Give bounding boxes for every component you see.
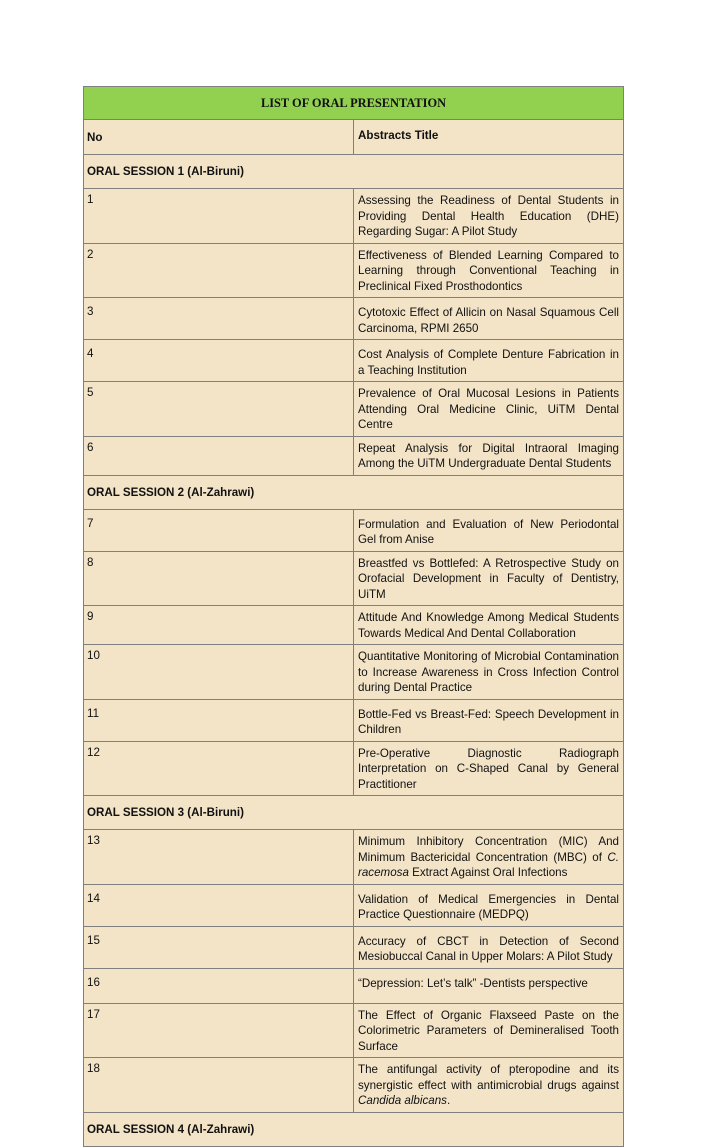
- title-text: Formulation and Evaluation of New Periodontal Gel from Anise: [358, 517, 619, 546]
- table-row: [84, 340, 624, 382]
- row-number: 5: [84, 382, 354, 437]
- table-row: [84, 1003, 624, 1058]
- title-text: The antifungal activity of pteropodine and its synergistic effect with antimicrobial drugs against: [358, 1063, 619, 1092]
- row-number: 16: [84, 968, 354, 1003]
- title-text: “Depression: Let’s talk” -Dentists perspective: [358, 976, 588, 990]
- abstract-title: [354, 926, 624, 968]
- table-row: [84, 968, 624, 1003]
- row-number: 14: [84, 884, 354, 926]
- table-row: [84, 606, 624, 645]
- table-row: [84, 298, 624, 340]
- oral-presentation-table: [83, 86, 624, 1147]
- row-number: 13: [84, 830, 354, 885]
- table-row: [84, 699, 624, 741]
- table-row: [84, 243, 624, 298]
- abstract-title: [354, 645, 624, 700]
- row-number: 17: [84, 1003, 354, 1058]
- row-number: 3: [84, 298, 354, 340]
- row-number: 8: [84, 551, 354, 606]
- abstract-title: [354, 1003, 624, 1058]
- row-number: 12: [84, 741, 354, 796]
- title-text: Pre-Operative Diagnostic Radiograph Interpretation on C-Shaped Canal by General Practitioner: [358, 746, 619, 791]
- title-text: Assessing the Readiness of Dental Students in Providing Dental Health Education (DHE) Regarding Sugar: A Pilot Study: [358, 194, 619, 238]
- session-heading: ORAL SESSION 1 (Al-Biruni): [84, 155, 624, 189]
- table-row: [84, 830, 624, 885]
- title-italic: C. racemosa: [358, 850, 619, 879]
- abstract-title: [354, 382, 624, 437]
- title-text: Quantitative Monitoring of Microbial Contamination to Increase Awareness in Cross Infection Control during Dental Practice: [358, 650, 619, 694]
- table-row: [84, 884, 624, 926]
- abstract-title: [354, 741, 624, 796]
- title-text: Minimum Inhibitory Concentration (MIC) And Minimum Bactericidal Concentration (MBC) of: [358, 835, 619, 864]
- abstract-title: [354, 968, 624, 1003]
- title-text: Cost Analysis of Complete Denture Fabrication in a Teaching Institution: [358, 348, 619, 377]
- row-number: 2: [84, 243, 354, 298]
- title-text-end: Extract Against Oral Infections: [408, 866, 568, 879]
- title-text: Bottle-Fed vs Breast-Fed: Speech Development in Children: [358, 707, 619, 736]
- row-number: 7: [84, 509, 354, 551]
- abstract-title: [354, 436, 624, 475]
- title-italic: Candida albicans: [358, 1094, 447, 1107]
- abstract-title: [354, 699, 624, 741]
- title-text: Prevalence of Oral Mucosal Lesions in Patients Attending Oral Medicine Clinic, UiTM Dental Centre: [358, 387, 619, 431]
- table-row: [84, 645, 624, 700]
- table-row: [84, 1058, 624, 1113]
- abstract-title: [354, 189, 624, 244]
- row-number: 11: [84, 699, 354, 741]
- title-text: Accuracy of CBCT in Detection of Second Mesiobuccal Canal in Upper Molars: A Pilot Study: [358, 934, 619, 963]
- header-no: No: [84, 120, 354, 155]
- table-row: [84, 382, 624, 437]
- table-row: [84, 926, 624, 968]
- abstract-title: [354, 884, 624, 926]
- session-heading: ORAL SESSION 4 (Al-Zahrawi): [84, 1112, 624, 1146]
- table-row: [84, 741, 624, 796]
- table-row: [84, 509, 624, 551]
- row-number: 6: [84, 436, 354, 475]
- abstract-title: [354, 551, 624, 606]
- title-text: Breastfed vs Bottlefed: A Retrospective Study on Orofacial Development in Faculty of Dentistry, UiTM: [358, 556, 619, 601]
- abstract-title: [354, 243, 624, 298]
- abstract-title: [354, 606, 624, 645]
- row-number: 15: [84, 926, 354, 968]
- title-text: Effectiveness of Blended Learning Compared to Learning through Conventional Teaching in Preclinical Fixed Prosthodontics: [358, 248, 619, 293]
- table-title: LIST OF ORAL PRESENTATION: [84, 87, 624, 120]
- row-number: 1: [84, 189, 354, 244]
- abstract-title: [354, 1058, 624, 1113]
- abstract-title: [354, 830, 624, 885]
- abstract-title: [354, 298, 624, 340]
- table-row: [84, 436, 624, 475]
- row-number: 4: [84, 340, 354, 382]
- table-row: [84, 189, 624, 244]
- row-number: 9: [84, 606, 354, 645]
- session-heading: ORAL SESSION 2 (Al-Zahrawi): [84, 475, 624, 509]
- row-number: 18: [84, 1058, 354, 1113]
- title-text: The Effect of Organic Flaxseed Paste on the Colorimetric Parameters of Demineralised Tooth Surface: [358, 1008, 619, 1053]
- title-text-end: .: [446, 1094, 451, 1107]
- title-text: Validation of Medical Emergencies in Dental Practice Questionnaire (MEDPQ): [358, 892, 619, 921]
- title-text: Attitude And Knowledge Among Medical Students Towards Medical And Dental Collaboration: [358, 611, 619, 640]
- table-row: [84, 551, 624, 606]
- title-text: Repeat Analysis for Digital Intraoral Imaging Among the UiTM Undergraduate Dental Students: [358, 441, 619, 470]
- header-abstracts-title: Abstracts Title: [354, 120, 624, 155]
- session-heading: ORAL SESSION 3 (Al-Biruni): [84, 796, 624, 830]
- row-number: 10: [84, 645, 354, 700]
- abstract-title: [354, 509, 624, 551]
- abstract-title: [354, 340, 624, 382]
- title-text: Cytotoxic Effect of Allicin on Nasal Squamous Cell Carcinoma, RPMI 2650: [358, 306, 619, 335]
